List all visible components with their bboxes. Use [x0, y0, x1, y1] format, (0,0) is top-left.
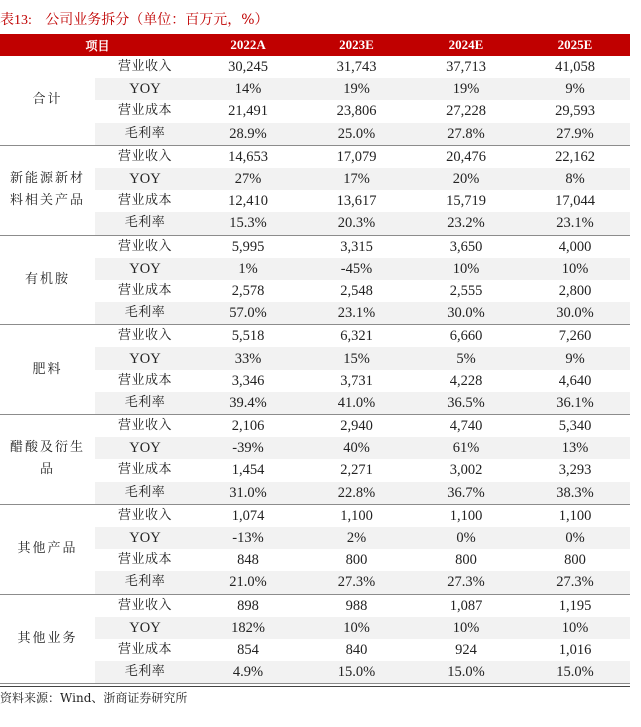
metric-label: 营业成本 — [118, 103, 173, 119]
value-cell: 15% — [301, 347, 412, 369]
value-cell: 31.0% — [195, 482, 301, 505]
value-cell: 23,806 — [336, 103, 377, 120]
value-cell: 23.2% — [412, 212, 520, 235]
value-cell: 9% — [520, 347, 630, 369]
value-cell: 800 — [455, 552, 477, 569]
value-cell: 1,195 — [558, 597, 592, 614]
metric-label: YOY — [95, 527, 195, 549]
table-row — [0, 617, 630, 639]
metric-label: 营业收入 — [118, 597, 173, 613]
value-cell: 10% — [520, 258, 630, 280]
value-cell: 14,653 — [228, 148, 268, 165]
value-cell: 19% — [412, 78, 520, 100]
table-row — [0, 123, 630, 146]
header-2025e: 2025E — [520, 34, 630, 56]
value-cell: 3,002 — [449, 462, 483, 479]
segment-name: 其他业务 — [0, 594, 95, 684]
value-cell: 27.8% — [412, 123, 520, 146]
metric-label: 营业成本 — [118, 552, 173, 568]
value-cell: 40% — [301, 437, 412, 459]
table-row — [0, 504, 630, 527]
value-cell: 4,740 — [449, 418, 483, 435]
value-cell: 13% — [520, 437, 630, 459]
value-cell: -13% — [195, 527, 301, 549]
value-cell: 61% — [412, 437, 520, 459]
table-row — [0, 392, 630, 415]
value-cell: 38.3% — [520, 482, 630, 505]
value-cell: 15.3% — [195, 212, 301, 235]
value-cell: 41,058 — [555, 59, 595, 76]
value-cell: 57.0% — [195, 302, 301, 325]
value-cell: 30,245 — [228, 59, 268, 76]
value-cell: 28.9% — [195, 123, 301, 146]
table-row — [0, 347, 630, 369]
table-row — [0, 100, 630, 122]
metric-label: 毛利率 — [95, 123, 195, 146]
value-cell: 2% — [301, 527, 412, 549]
value-cell: 20.3% — [301, 212, 412, 235]
table-row — [0, 571, 630, 594]
value-cell: 1,016 — [558, 641, 592, 658]
table-row — [0, 258, 630, 280]
value-cell: 2,555 — [449, 282, 483, 299]
caption-label: 表13: — [0, 13, 32, 28]
value-cell: 2,578 — [231, 282, 265, 299]
value-cell: 8% — [520, 168, 630, 190]
value-cell: 21.0% — [195, 571, 301, 594]
value-cell: 182% — [195, 617, 301, 639]
metric-label: 毛利率 — [95, 482, 195, 505]
metric-label: 营业收入 — [118, 148, 173, 164]
metric-label: YOY — [95, 437, 195, 459]
value-cell: 800 — [345, 552, 368, 569]
value-cell: 840 — [345, 641, 368, 658]
value-cell: 3,293 — [558, 462, 592, 479]
table-row — [0, 527, 630, 549]
value-cell: 924 — [455, 641, 477, 658]
source-note: 资料来源：Wind、浙商证券研究所 — [0, 691, 188, 705]
value-cell: 848 — [237, 552, 259, 569]
value-cell: 36.7% — [412, 482, 520, 505]
metric-label: 毛利率 — [95, 661, 195, 684]
value-cell: 1% — [195, 258, 301, 280]
value-cell: 41.0% — [301, 392, 412, 415]
metric-label: YOY — [95, 168, 195, 190]
metric-label: YOY — [95, 78, 195, 100]
value-cell: 15.0% — [301, 661, 412, 684]
value-cell: 10% — [301, 617, 412, 639]
value-cell: 20% — [412, 168, 520, 190]
value-cell: 29,593 — [555, 103, 595, 120]
caption-title: 公司业务拆分（单位：百万元，%） — [45, 12, 269, 28]
value-cell: 1,100 — [449, 507, 483, 524]
metric-label: 营业成本 — [118, 372, 173, 388]
metric-label: 营业收入 — [118, 418, 173, 434]
value-cell: 30.0% — [520, 302, 630, 325]
table-row — [0, 212, 630, 235]
value-cell: 19% — [301, 78, 412, 100]
business-breakdown-table — [0, 34, 630, 684]
table-row — [0, 168, 630, 190]
segment-name: 醋酸及衍生品 — [0, 415, 95, 505]
value-cell: 0% — [520, 527, 630, 549]
value-cell: 5,518 — [231, 328, 265, 345]
value-cell: 23.1% — [520, 212, 630, 235]
metric-label: 营业收入 — [118, 507, 173, 523]
table-row — [0, 482, 630, 505]
header-item: 项目 — [0, 34, 195, 56]
header-row — [0, 34, 630, 56]
table-row — [0, 235, 630, 258]
value-cell: 2,800 — [558, 282, 592, 299]
value-cell: 22,162 — [555, 148, 595, 165]
table-row — [0, 459, 630, 481]
value-cell: 36.1% — [520, 392, 630, 415]
value-cell: 33% — [195, 347, 301, 369]
segment-name: 合计 — [0, 56, 95, 145]
value-cell: 3,731 — [340, 372, 373, 389]
value-cell: 4.9% — [195, 661, 301, 684]
table-row — [0, 370, 630, 392]
value-cell: 2,548 — [340, 282, 373, 299]
value-cell: 3,346 — [231, 372, 265, 389]
table-row — [0, 78, 630, 100]
header-2023e: 2023E — [301, 34, 412, 56]
table-row — [0, 325, 630, 348]
table-row — [0, 415, 630, 438]
value-cell: 15,719 — [446, 193, 486, 210]
value-cell: 21,491 — [228, 103, 268, 120]
value-cell: 30.0% — [412, 302, 520, 325]
value-cell: 15.0% — [520, 661, 630, 684]
value-cell: 17% — [301, 168, 412, 190]
table-row — [0, 56, 630, 78]
segment-name: 其他产品 — [0, 504, 95, 594]
table-row — [0, 280, 630, 302]
table-body — [0, 56, 630, 684]
metric-label: YOY — [95, 617, 195, 639]
value-cell: 6,660 — [449, 328, 483, 345]
metric-label: 毛利率 — [95, 392, 195, 415]
value-cell: 14% — [195, 78, 301, 100]
value-cell: 1,100 — [558, 507, 592, 524]
segment-name: 新能源新材料相关产品 — [0, 145, 95, 235]
value-cell: -45% — [301, 258, 412, 280]
table-row — [0, 639, 630, 661]
value-cell: 25.0% — [301, 123, 412, 146]
value-cell: 1,454 — [231, 462, 265, 479]
value-cell: 36.5% — [412, 392, 520, 415]
value-cell: 2,271 — [340, 462, 373, 479]
segment-name: 有机胺 — [0, 235, 95, 325]
value-cell: 12,410 — [228, 193, 268, 210]
value-cell: 854 — [237, 641, 259, 658]
value-cell: 3,315 — [340, 238, 373, 255]
value-cell: 20,476 — [446, 148, 486, 165]
metric-label: 营业收入 — [118, 59, 173, 75]
value-cell: 37,713 — [446, 59, 486, 76]
value-cell: 10% — [520, 617, 630, 639]
header-2024e: 2024E — [412, 34, 520, 56]
value-cell: 800 — [564, 552, 586, 569]
table-row — [0, 190, 630, 212]
value-cell: 2,106 — [231, 418, 265, 435]
value-cell: 27.3% — [520, 571, 630, 594]
value-cell: 27.3% — [412, 571, 520, 594]
value-cell: 4,640 — [558, 372, 592, 389]
value-cell: 6,321 — [340, 328, 373, 345]
value-cell: 898 — [237, 597, 259, 614]
value-cell: 17,044 — [555, 193, 595, 210]
metric-label: 毛利率 — [95, 212, 195, 235]
table-row — [0, 661, 630, 684]
metric-label: 毛利率 — [95, 302, 195, 325]
metric-label: 营业成本 — [118, 282, 173, 298]
value-cell: 39.4% — [195, 392, 301, 415]
value-cell: 4,228 — [449, 372, 483, 389]
value-cell: 4,000 — [558, 238, 592, 255]
value-cell: 988 — [345, 597, 368, 614]
metric-label: 营业收入 — [118, 328, 173, 344]
value-cell: 5% — [412, 347, 520, 369]
metric-label: 营业成本 — [118, 641, 173, 657]
value-cell: 1,100 — [340, 507, 373, 524]
value-cell: -39% — [195, 437, 301, 459]
value-cell: 10% — [412, 617, 520, 639]
metric-label: 营业成本 — [118, 193, 173, 209]
table-caption — [0, 9, 269, 29]
value-cell: 31,743 — [336, 59, 377, 76]
metric-label: YOY — [95, 347, 195, 369]
value-cell: 23.1% — [301, 302, 412, 325]
value-cell: 27.9% — [520, 123, 630, 146]
value-cell: 3,650 — [449, 238, 483, 255]
table-row — [0, 145, 630, 168]
value-cell: 1,074 — [231, 507, 265, 524]
value-cell: 5,340 — [558, 418, 592, 435]
table-row — [0, 437, 630, 459]
metric-label: 毛利率 — [95, 571, 195, 594]
metric-label: 营业成本 — [118, 462, 173, 478]
value-cell: 0% — [412, 527, 520, 549]
value-cell: 17,079 — [336, 148, 377, 165]
value-cell: 9% — [520, 78, 630, 100]
value-cell: 1,087 — [449, 597, 483, 614]
value-cell: 27% — [195, 168, 301, 190]
value-cell: 2,940 — [340, 418, 373, 435]
bottom-rule — [0, 686, 630, 687]
value-cell: 10% — [412, 258, 520, 280]
segment-name: 肥料 — [0, 325, 95, 415]
value-cell: 22.8% — [301, 482, 412, 505]
table-row — [0, 594, 630, 617]
metric-label: YOY — [95, 258, 195, 280]
table-row — [0, 549, 630, 571]
value-cell: 15.0% — [412, 661, 520, 684]
value-cell: 27,228 — [446, 103, 486, 120]
value-cell: 13,617 — [336, 193, 377, 210]
value-cell: 5,995 — [231, 238, 265, 255]
value-cell: 27.3% — [301, 571, 412, 594]
table-row — [0, 302, 630, 325]
value-cell: 7,260 — [558, 328, 592, 345]
metric-label: 营业收入 — [118, 238, 173, 254]
header-2022a: 2022A — [195, 34, 301, 56]
